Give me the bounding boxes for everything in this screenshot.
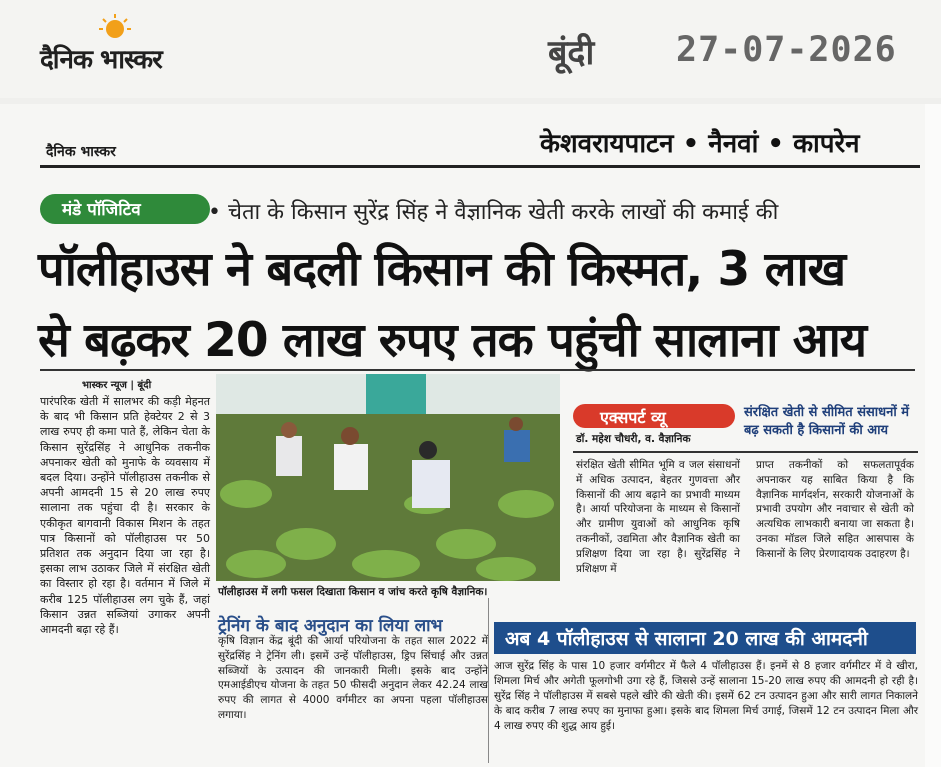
- expert-column-1: संरक्षित खेती सीमित भूमि व जल संसाधनों में अधिक उत्पादन, बेहतर गुणवत्ता और किसानों की आय बढ़ाने का प्रभावी माध्यम है। आर्या परियोजना के माध्यम से किसानों और ग्रामीण युवाओं को आधुनिक कृषि तकनीकों, उद्यमिता और वैज्ञानिक खेती का प्रशिक्षण दिया जा रहा है। सुरेंद्रसिंह ने प्रशिक्षण में: [576, 459, 740, 575]
- headline-line-1: पॉलीहाउस ने बदली किसान की किस्मत, 3 लाख: [38, 242, 846, 297]
- subheading: ट्रेनिंग के बाद अनुदान का लिया लाभ: [218, 616, 443, 636]
- article-column-1: पारंपरिक खेती में सालभर की कड़ी मेहनत के बाद भी किसान प्रति हेक्टेयर 2 से 3 लाख रुपए ही कमा पाते हैं, लेकिन चेता के किसान सुरेंद्रसिंह ने आधुनिक तकनीक अपनाकर खेती को मुनाफे के व्यवसाय में बदल दिया। उन्होंने पॉलीहाउस तकनीक से अपनी आमदनी 15 से 20 लाख रुपए सालाना तक पहुंचा दी है। सरकार के एकीकृत बागवानी विकास मिशन के तहत पात्र किसानों को पॉलीहाउस पर 50 प्रतिशत तक अनुदान दिया जा रहा है। इसका लाभ उठाकर जिले में संरक्षित खेती का विस्तार हो रहा है। वर्तमान में जिले में करीब 125 पॉलीहाउस लग चुके हैं, जहां किसान उन्नत सब्जियां उगाकर अपनी आमदनी बढ़ा रहे हैं।: [40, 395, 210, 637]
- expert-heading: संरक्षित खेती से सीमित संसाधनों में बढ़ सकती है किसानों की आय: [744, 405, 910, 438]
- divider: [488, 598, 489, 763]
- sun-logo-icon: [98, 12, 132, 42]
- article-column-5: आज सुरेंद्र सिंह के पास 10 हजार वर्गमीटर में फैले 4 पॉलीहाउस हैं। इनमें से 8 हजार वर्गमीटर में वे खीरा, शिमला मिर्च और अगेती फूलगोभी उगा रहे हैं, जिससे उन्हें सालाना 15-20 लाख रुपए की आमदनी हो रही है। सुरेंद्र सिंह ने पॉलीहाउस में सबसे पहले खीरे की खेती की। इसमें 62 टन उत्पादन हुआ और सारी लागत निकालने के बाद करीब 7 लाख रुपए का मुनाफा हुआ। इसके बाद शिमला मिर्च उगाई, जिसमें 12 टन उत्पादन मिला और 4 लाख रुपए की शुद्ध आय हुई।: [494, 660, 918, 732]
- divider: [40, 369, 915, 371]
- article-column-2: कृषि विज्ञान केंद्र बूंदी की आर्या परियोजना के तहत साल 2022 में सुरेंद्रसिंह ने ट्रेनिंग ली। इसमें उन्हें पॉलीहाउस, ड्रिप सिंचाई और उन्नत सब्जियों के उत्पादन की जानकारी मिली। इसके बाद उन्होंने एमआईडीएच योजना के तहत 50 फीसदी अनुदान लेकर 42.24 लाख रुपए की लागत से 4000 वर्गमीटर का अपना पहला पॉलीहाउस लगाया।: [218, 635, 488, 721]
- kicker-label: मंडे पॉजिटिव: [62, 200, 141, 220]
- expert-name: डॉ. महेश चौधरी, व. वैज्ञानिक: [576, 433, 691, 445]
- edition-date: 27-07-2026: [676, 30, 897, 70]
- expert-column-2: प्राप्त तकनीकों को सफलतापूर्वक अपनाकर यह साबित किया है कि वैज्ञानिक मार्गदर्शन, सरकारी योजनाओं के प्रभावी उपयोग और नवाचार से खेती को अत्यधिक लाभकारी बनाया जा सकता है। उनका मॉडल जिले सहित आसपास के किसानों के लिए प्रेरणादायक उदाहरण है।: [756, 459, 914, 560]
- page-towns: केशवरायपाटन • नैनवां • कापरेन: [540, 129, 860, 159]
- photo-caption: पॉलीहाउस में लगी फसल दिखाता किसान व जांच करते कृषि वैज्ञानिक।: [218, 586, 488, 598]
- byline: भास्कर न्यूज | बूंदी: [82, 380, 152, 391]
- adjacent-page-edge: [925, 104, 941, 767]
- kicker-subtitle: • चेता के किसान सुरेंद्र सिंह ने वैज्ञानिक खेती करके लाखों की कमाई की: [208, 200, 779, 225]
- polyhouse-photo: [216, 374, 560, 581]
- divider: [40, 165, 920, 168]
- edition-city: बूंदी: [548, 33, 595, 73]
- page-brand: दैनिक भास्कर: [46, 144, 116, 160]
- newspaper-logo[interactable]: दैनिक भास्कर: [40, 45, 162, 75]
- expert-badge-label: एक्सपर्ट व्यू: [600, 408, 666, 427]
- headline-line-2: से बढ़कर 20 लाख रुपए तक पहुंची सालाना आय: [38, 313, 867, 368]
- divider: [573, 451, 918, 453]
- highlight-banner-text: अब 4 पॉलीहाउस से सालाना 20 लाख की आमदनी: [505, 628, 868, 650]
